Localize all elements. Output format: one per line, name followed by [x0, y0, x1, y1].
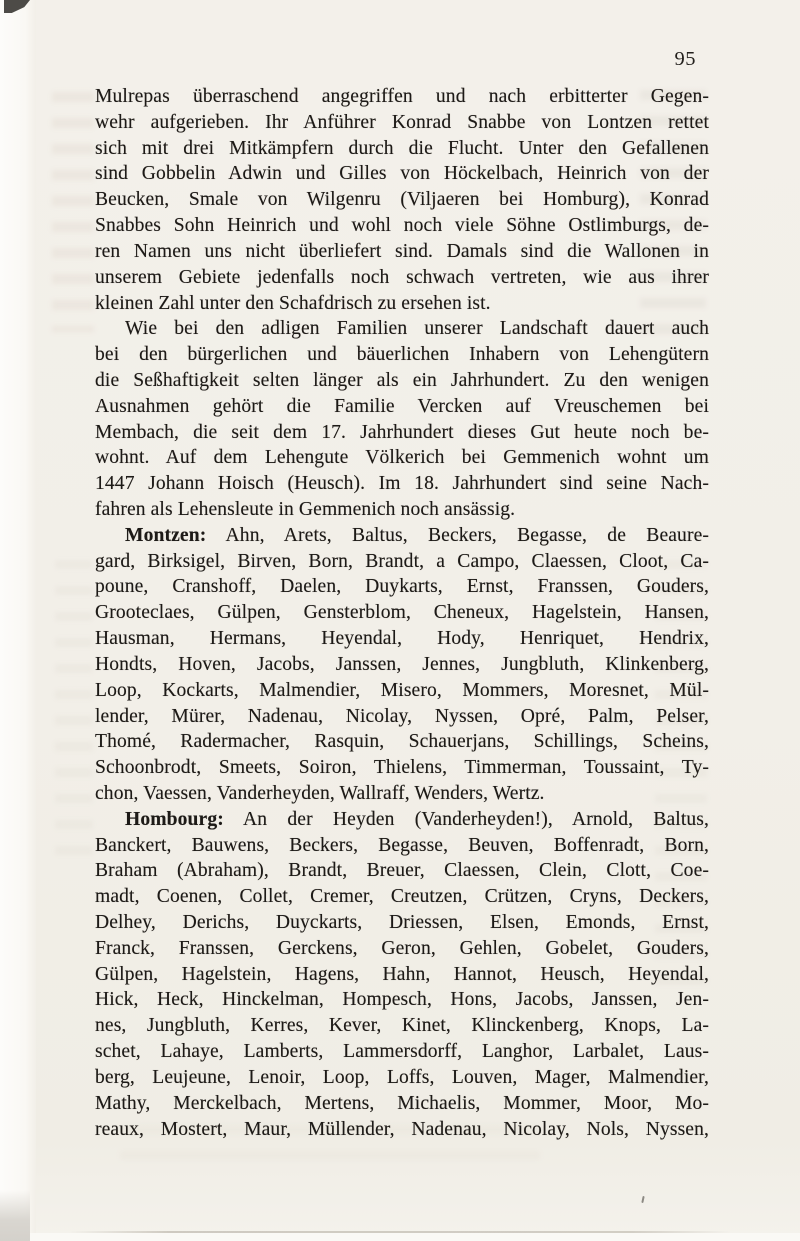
text-line: Mathy, Merckelbach, Mertens, Michaelis, Mommer, Moor, Mo-: [95, 1092, 709, 1114]
scanner-edge-strip: [0, 0, 36, 1241]
text-line: sich mit drei Mitkämpfern durch die Flucht. Unter den Gefallenen: [95, 137, 709, 159]
text-line: Schoonbrodt, Smeets, Soiron, Thielens, Timmerman, Toussaint, Ty-: [95, 757, 709, 779]
text-line: sind Gobbelin Adwin und Gilles von Höckelbach, Heinrich von der: [95, 163, 709, 185]
text-line: Wie bei den adligen Familien unserer Landschaft dauert auch: [125, 318, 709, 340]
place-name-lead: Montzen:: [125, 524, 207, 546]
text-line: berg, Leujeune, Lenoir, Loop, Loffs, Louven, Mager, Malmendier,: [95, 1066, 709, 1088]
text-line: unserem Gebiete jedenfalls noch schwach vertreten, wie aus ihrer: [95, 266, 709, 288]
text-line: Ausnahmen gehört die Familie Vercken auf Vreuschemen bei: [95, 395, 709, 417]
paragraph: [95, 523, 709, 807]
text-line: wohnt. Auf dem Lehengute Völkerich bei Gemmenich wohnt um: [95, 447, 709, 469]
text-line: Beucken, Smale von Wilgenru (Viljaeren bei Homburg), Konrad: [95, 189, 709, 211]
text-line: Grooteclaes, Gülpen, Gensterblom, Cheneux, Hagelstein, Hansen,: [95, 602, 709, 624]
paragraph: [95, 84, 709, 316]
text-line: Loop, Kockarts, Malmendier, Misero, Mommers, Moresnet, Mül-: [95, 679, 709, 701]
text-line: lender, Mürer, Nadenau, Nicolay, Nyssen, Opré, Palm, Pelser,: [95, 705, 709, 727]
text-line: Franck, Franssen, Gerckens, Geron, Gehlen, Gobelet, Gouders,: [95, 937, 709, 959]
page-bottom-paper: [30, 1233, 800, 1241]
text-line: Banckert, Bauwens, Beckers, Begasse, Beuven, Boffenradt, Born,: [95, 834, 709, 856]
dust-speck: [641, 1196, 644, 1203]
text-line: Thomé, Radermacher, Rasquin, Schauerjans, Schillings, Scheins,: [95, 731, 709, 753]
paragraph: [95, 807, 709, 1143]
text-block: [95, 84, 709, 1142]
bleed-through-artifact: [52, 92, 94, 332]
text-line: fahren als Lehensleute in Gemmenich noch ansässig.: [95, 499, 516, 520]
text-line: Delhey, Derichs, Duyckarts, Driessen, Elsen, Emonds, Ernst,: [95, 912, 709, 933]
text-line: Hick, Heck, Hinckelman, Hompesch, Hons, Jacobs, Janssen, Jen-: [95, 989, 709, 1011]
text-line: Braham (Abraham), Brandt, Breuer, Claessen, Clein, Clott, Coe-: [95, 860, 709, 882]
text-line: Snabbes Sohn Heinrich und wohl noch viele Söhne Ostlimburgs, de-: [95, 215, 709, 237]
text-line: gard, Birksigel, Birven, Born, Brandt, a Campo, Claessen, Cloot, Ca-: [95, 550, 709, 572]
text-line: kleinen Zahl unter den Schafdrisch zu ersehen ist.: [95, 292, 491, 314]
bleed-through-artifact: [55, 560, 93, 860]
text-line: Hausman, Hermans, Heyendal, Hody, Henriquet, Hendrix,: [95, 628, 709, 650]
text-line: Hondts, Hoven, Jacobs, Janssen, Jennes, Jungbluth, Klinkenberg,: [95, 653, 709, 675]
text-line: nes, Jungbluth, Kerres, Kever, Kinet, Klinckenberg, Knops, La-: [95, 1015, 709, 1037]
text-line: schet, Lahaye, Lamberts, Lammersdorff, Langhor, Larbalet, Laus-: [95, 1041, 709, 1063]
text-line: wehr aufgerieben. Ihr Anführer Konrad Snabbe von Lontzen rettet: [95, 111, 709, 133]
text-line: Gülpen, Hagelstein, Hagens, Hahn, Hannot, Heusch, Heyendal,: [95, 963, 709, 985]
scanner-edge-shadow: [0, 1190, 30, 1241]
text-line: Montzen: Ahn, Arets, Baltus, Beckers, Begasse, de Beaure-: [125, 524, 709, 546]
text-line: bei den bürgerlichen und bäuerlichen Inhabern von Lehengütern: [95, 344, 709, 366]
text-line: chon, Vaessen, Vanderheyden, Wallraff, Wenders, Wertz.: [95, 782, 545, 804]
text-line: 1447 Johann Hoisch (Heusch). Im 18. Jahrhundert sind seine Nach-: [95, 473, 709, 495]
text-line: die Seßhaftigkeit selten länger als ein Jahrhundert. Zu den wenigen: [95, 369, 709, 391]
place-name-lead: Hombourg:: [125, 808, 224, 830]
text-line: Mulrepas überraschend angegriffen und nach erbitterter Gegen-: [95, 86, 709, 107]
text-line: Membach, die seit dem 17. Jahrhundert dieses Gut heute noch be-: [95, 421, 709, 443]
text-line: Hombourg: An der Heyden (Vanderheyden!), Arnold, Baltus,: [125, 808, 709, 830]
text-line: ren Namen uns nicht überliefert sind. Damals sind die Wallonen in: [95, 240, 709, 262]
text-line: reaux, Mostert, Maur, Müllender, Nadenau, Nicolay, Nols, Nyssen,: [95, 1118, 709, 1140]
text-line: madt, Coenen, Collet, Cremer, Creutzen, Crützen, Cryns, Deckers,: [95, 886, 709, 908]
paragraph: [95, 316, 709, 523]
page-number: 95: [674, 48, 696, 70]
text-line: poune, Cranshoff, Daelen, Duykarts, Ernst, Franssen, Gouders,: [95, 576, 709, 598]
